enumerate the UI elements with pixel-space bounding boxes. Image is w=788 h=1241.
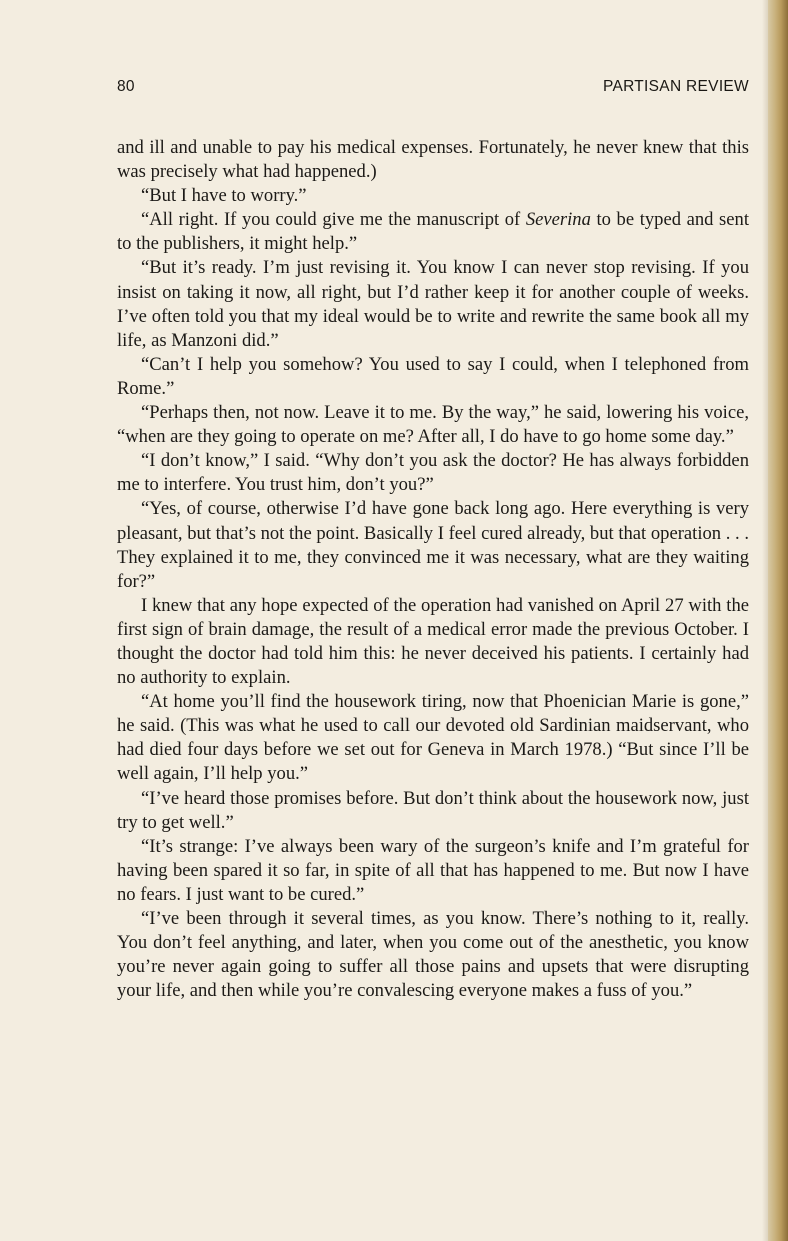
paragraph: “I don’t know,” I said. “Why don’t you ask the doctor? He has always forbidden me to interfere. You trust him, don’t you?” <box>117 450 749 496</box>
page-edge <box>768 0 788 1241</box>
paragraph-with-book-title <box>117 208 749 256</box>
paragraph-continued: and ill and unable to pay his medical expenses. Fortunately, he never knew that this was precisely what had happened.) <box>117 137 749 183</box>
paragraph: “I’ve heard those promises before. But don’t think about the housework now, just try to get well.” <box>117 787 749 833</box>
paragraph: “Yes, of course, otherwise I’d have gone back long ago. Here everything is very pleasant, but that’s not the point. Basically I feel cured already, but that operation . . . They explained it to me, they convinced me it was necessary, what are they waiting for?” <box>117 498 749 592</box>
page-number: 80 <box>117 78 135 95</box>
paragraph-text: “All right. If you could give me the manuscript of <box>141 209 526 231</box>
paragraph: “I’ve been through it several times, as you know. There’s nothing to it, really. You don’t feel anything, and later, when you come out of the anesthetic, you know you’re never again going to suffer all those pains and upsets that were disrupting your life, and then while you’re convalescing everyone makes a fuss of you.” <box>117 908 749 1002</box>
paragraph: I knew that any hope expected of the operation had vanished on April 27 with the first sign of brain damage, the result of a medical error made the previous October. I thought the doctor had told him this: he never deceived his patients. I certainly had no authority to explain. <box>117 594 749 689</box>
running-head <box>117 78 749 100</box>
paragraph-text: to be typed and sent to the publishers, it might help.” <box>117 209 749 255</box>
paragraph: “Perhaps then, not now. Leave it to me. By the way,” he said, lowering his voice, “when are they going to operate on me? After all, I do have to go home some day.” <box>117 402 749 448</box>
paragraph: “It’s strange: I’ve always been wary of the surgeon’s knife and I’m grateful for having been spared it so far, in spite of all that has happened to me. But now I have no fears. I just want to be cured.” <box>117 835 749 905</box>
paragraph: “But it’s ready. I’m just revising it. You know I can never stop revising. If you insist on taking it now, all right, but I’d rather keep it for another couple of weeks. I’ve often told you that my ideal would be to write and rewrite the same book all my life, as Manzoni did.” <box>117 257 749 351</box>
paragraph: “At home you’ll find the housework tiring, now that Phoenician Marie is gone,” he said. (This was what he used to call our devoted old Sardinian maidservant, who had died four days before we set out for Geneva in March 1978.) “But since I’ll be well again, I’ll help you.” <box>117 691 749 785</box>
journal-title: PARTISAN REVIEW <box>602 78 749 95</box>
paragraph: “But I have to worry.” <box>141 185 307 207</box>
paragraph: “Can’t I help you somehow? You used to say I could, when I telephoned from Rome.” <box>117 353 749 399</box>
body-text <box>117 136 749 1003</box>
book-title: Severina <box>525 209 591 231</box>
